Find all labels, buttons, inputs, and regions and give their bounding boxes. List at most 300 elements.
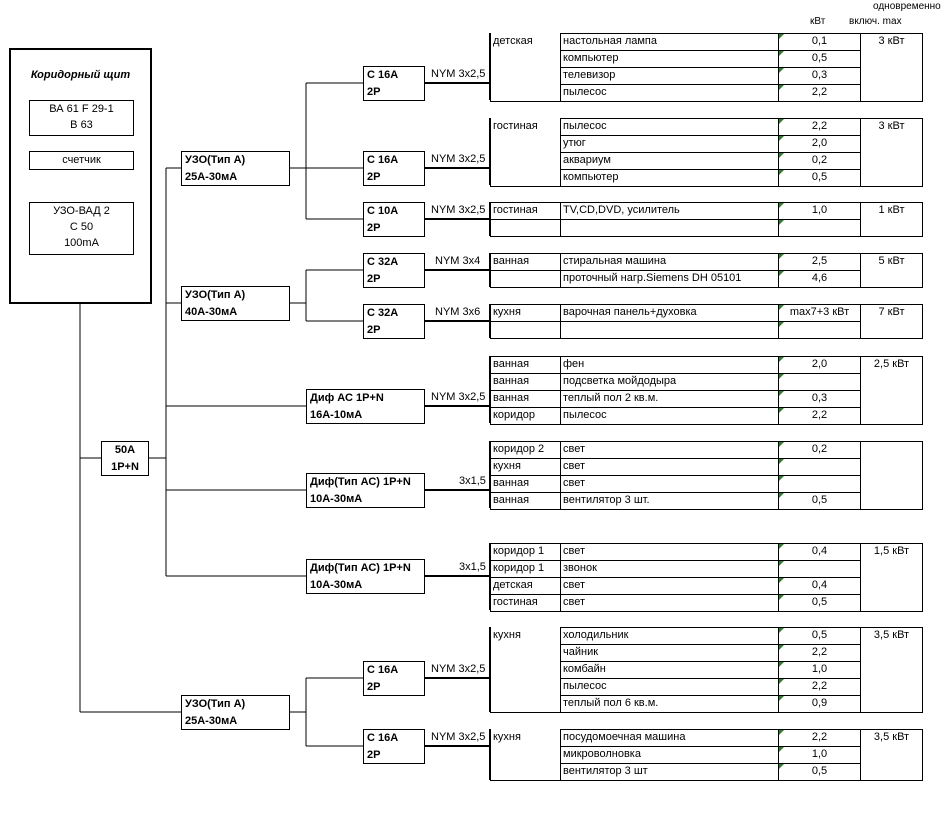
power-value: 2,2: [811, 409, 828, 421]
load-row: [491, 119, 923, 136]
device-cell: компьютер: [561, 51, 779, 68]
room-cell: ванная: [491, 374, 561, 391]
breaker-5: [363, 304, 425, 339]
cell-comment-marker: [779, 408, 784, 413]
max-load-cell: 3 кВт: [861, 119, 923, 136]
room-cell: детская: [491, 34, 561, 51]
load-row: [491, 493, 923, 510]
room-cell: [491, 153, 561, 170]
room-cell: ванная: [491, 254, 561, 271]
rcd-3-rating: 16А-10мА: [310, 409, 363, 421]
device-cell: посудомоечная машина: [561, 730, 779, 747]
cell-comment-marker: [779, 544, 784, 549]
rcd-1-type: УЗО(Тип А): [185, 154, 246, 166]
device-cell: TV,CD,DVD, усилитель: [561, 203, 779, 220]
cell-comment-marker: [779, 119, 784, 124]
max-load-cell: 1,5 кВт: [861, 544, 923, 561]
device-cell: пылесос: [561, 119, 779, 136]
load-row: [491, 357, 923, 374]
cell-comment-marker: [779, 628, 784, 633]
device-cell: звонок: [561, 561, 779, 578]
power-value: 1,0: [811, 663, 828, 675]
power-value: 0,5: [811, 171, 828, 183]
rcd-6-rating: 25А-30мА: [185, 715, 238, 727]
cell-comment-marker: [779, 271, 784, 276]
cell-comment-marker: [779, 679, 784, 684]
power-value: 0,5: [811, 629, 828, 641]
room-cell: детская: [491, 578, 561, 595]
load-row: [491, 561, 923, 578]
power-cell: [779, 730, 861, 747]
room-cell: гостиная: [491, 203, 561, 220]
max-load-cell: [861, 220, 923, 237]
power-cell: [779, 442, 861, 459]
power-cell: [779, 119, 861, 136]
breaker-7-rating: С 16А: [367, 732, 399, 744]
cable-label-4: NYM 3x4: [435, 255, 481, 267]
breaker-4-rating: С 32А: [367, 256, 399, 268]
header-kw: кВт: [810, 16, 826, 27]
room-cell: кухня: [491, 730, 561, 747]
cell-comment-marker: [779, 662, 784, 667]
electricity-meter-label: счетчик: [62, 154, 101, 166]
cell-comment-marker: [779, 595, 784, 600]
main-breaker: [29, 100, 134, 136]
room-cell: ванная: [491, 391, 561, 408]
max-load-cell: 2,5 кВт: [861, 357, 923, 374]
load-row: [491, 271, 923, 288]
rcd-4-rating: 10А-30мА: [310, 493, 363, 505]
power-cell: [779, 305, 861, 322]
power-value: max7+3 кВт: [789, 306, 850, 318]
device-cell: телевизор: [561, 68, 779, 85]
power-cell: [779, 322, 861, 339]
max-load-cell: [861, 271, 923, 288]
room-cell: гостиная: [491, 119, 561, 136]
load-row: [491, 220, 923, 237]
power-value: 2,0: [811, 358, 828, 370]
power-cell: [779, 357, 861, 374]
device-cell: холодильник: [561, 628, 779, 645]
load-group-10: [490, 729, 923, 781]
load-group-6: [490, 356, 923, 425]
cell-comment-marker: [779, 561, 784, 566]
room-cell: коридор: [491, 408, 561, 425]
max-load-cell: [861, 645, 923, 662]
breaker-7: [363, 729, 425, 764]
cell-comment-marker: [779, 645, 784, 650]
room-cell: гостиная: [491, 595, 561, 612]
rcd-1-rating: 25А-30мА: [185, 171, 238, 183]
power-cell: [779, 595, 861, 612]
power-value: 0,4: [811, 545, 828, 557]
rcd-4-type: Диф(Тип АС) 1P+N: [310, 476, 411, 488]
max-load-cell: [861, 662, 923, 679]
power-cell: [779, 561, 861, 578]
max-load-cell: [861, 391, 923, 408]
breaker-4: [363, 253, 425, 288]
room-cell: [491, 747, 561, 764]
cell-comment-marker: [779, 747, 784, 752]
rcd-5-rating: 10А-30мА: [310, 579, 363, 591]
room-cell: [491, 220, 561, 237]
power-cell: [779, 645, 861, 662]
corridor-panel: [9, 48, 152, 304]
room-cell: [491, 271, 561, 288]
device-cell: компьютер: [561, 170, 779, 187]
panel-rcd-line2: С 50: [69, 221, 94, 233]
power-cell: [779, 68, 861, 85]
max-load-cell: [861, 764, 923, 781]
load-row: [491, 34, 923, 51]
load-row: [491, 374, 923, 391]
max-load-cell: [861, 459, 923, 476]
rcd-5-type: Диф(Тип АС) 1P+N: [310, 562, 411, 574]
breaker-3-poles: 2Р: [367, 222, 381, 234]
cell-comment-marker: [779, 68, 784, 73]
load-group-9: [490, 627, 923, 713]
max-load-cell: [861, 85, 923, 102]
max-load-cell: [861, 493, 923, 510]
rcd-4: [306, 473, 425, 508]
panel-rcd-line3: 100mA: [64, 237, 99, 249]
power-value: 0,5: [811, 596, 828, 608]
power-cell: [779, 408, 861, 425]
max-load-cell: [861, 595, 923, 612]
cell-comment-marker: [779, 578, 784, 583]
load-row: [491, 322, 923, 339]
cell-comment-marker: [779, 357, 784, 362]
load-group-2: [490, 118, 923, 187]
power-value: 2,2: [811, 86, 828, 98]
rcd-6-type: УЗО(Тип А): [185, 698, 246, 710]
device-cell: комбайн: [561, 662, 779, 679]
load-group-7: [490, 441, 923, 510]
power-value: 0,4: [811, 579, 828, 591]
device-cell: пылесос: [561, 408, 779, 425]
load-row: [491, 628, 923, 645]
device-cell: свет: [561, 578, 779, 595]
cell-comment-marker: [779, 476, 784, 481]
cell-comment-marker: [779, 493, 784, 498]
power-value: 2,2: [811, 646, 828, 658]
room-cell: [491, 662, 561, 679]
cell-comment-marker: [779, 730, 784, 735]
max-load-cell: [861, 374, 923, 391]
load-row: [491, 544, 923, 561]
power-cell: [779, 220, 861, 237]
power-cell: [779, 374, 861, 391]
power-cell: [779, 85, 861, 102]
load-row: [491, 170, 923, 187]
cell-comment-marker: [779, 391, 784, 396]
device-cell: теплый пол 6 кв.м.: [561, 696, 779, 713]
cable-label-1: NYM 3x2,5: [431, 68, 486, 80]
device-cell: свет: [561, 544, 779, 561]
load-row: [491, 696, 923, 713]
power-value: 1,0: [811, 748, 828, 760]
load-row: [491, 305, 923, 322]
cable-label-2: NYM 3x2,5: [431, 153, 486, 165]
room-cell: коридор 1: [491, 561, 561, 578]
breaker-1-rating: С 16А: [367, 69, 399, 81]
breaker-2-poles: 2Р: [367, 171, 381, 183]
cell-comment-marker: [779, 442, 784, 447]
room-cell: [491, 51, 561, 68]
load-row: [491, 391, 923, 408]
cable-label-7: 3x1,5: [459, 475, 486, 487]
load-row: [491, 747, 923, 764]
max-load-cell: 3,5 кВт: [861, 628, 923, 645]
room-cell: [491, 696, 561, 713]
device-cell: настольная лампа: [561, 34, 779, 51]
power-value: 0,5: [811, 494, 828, 506]
device-cell: [561, 322, 779, 339]
power-cell: [779, 34, 861, 51]
rcd-5: [306, 559, 425, 594]
power-value: 0,2: [811, 443, 828, 455]
cable-label-5: NYM 3x6: [435, 306, 481, 318]
max-load-cell: [861, 696, 923, 713]
device-cell: варочная панель+духовка: [561, 305, 779, 322]
max-load-cell: [861, 408, 923, 425]
room-cell: ванная: [491, 493, 561, 510]
power-value: 2,2: [811, 680, 828, 692]
room-cell: кухня: [491, 628, 561, 645]
max-load-cell: 7 кВт: [861, 305, 923, 322]
breaker-1-poles: 2Р: [367, 86, 381, 98]
breaker-3-rating: С 10А: [367, 205, 399, 217]
cable-label-10: NYM 3x2,5: [431, 731, 486, 743]
cell-comment-marker: [779, 136, 784, 141]
breaker-6: [363, 661, 425, 696]
device-cell: [561, 220, 779, 237]
main-breaker-line1: ВА 61 F 29-1: [49, 103, 114, 115]
breaker-3: [363, 202, 425, 237]
header-simultaneous-2: включ. max: [849, 16, 902, 27]
device-cell: вентилятор 3 шт.: [561, 493, 779, 510]
power-value: 0,5: [811, 765, 828, 777]
breaker-5-poles: 2Р: [367, 324, 381, 336]
device-cell: проточный нагр.Siemens DH 05101: [561, 271, 779, 288]
power-value: 2,2: [811, 731, 828, 743]
device-cell: чайник: [561, 645, 779, 662]
device-cell: свет: [561, 476, 779, 493]
load-row: [491, 645, 923, 662]
device-cell: утюг: [561, 136, 779, 153]
room-cell: [491, 764, 561, 781]
device-cell: свет: [561, 442, 779, 459]
load-row: [491, 51, 923, 68]
power-cell: [779, 254, 861, 271]
max-load-cell: [861, 51, 923, 68]
load-row: [491, 254, 923, 271]
power-cell: [779, 747, 861, 764]
load-row: [491, 662, 923, 679]
cell-comment-marker: [779, 696, 784, 701]
main-breaker-line2: В 63: [70, 119, 93, 131]
rcd-2: [181, 286, 290, 321]
cell-comment-marker: [779, 459, 784, 464]
load-row: [491, 408, 923, 425]
max-load-cell: 5 кВт: [861, 254, 923, 271]
power-cell: [779, 493, 861, 510]
power-value: 0,3: [811, 392, 828, 404]
max-load-cell: 3,5 кВт: [861, 730, 923, 747]
cell-comment-marker: [779, 153, 784, 158]
main-switch-line1: 50A: [114, 444, 136, 456]
load-row: [491, 679, 923, 696]
load-row: [491, 153, 923, 170]
breaker-1: [363, 66, 425, 101]
cell-comment-marker: [779, 203, 784, 208]
power-cell: [779, 544, 861, 561]
rcd-2-rating: 40А-30мА: [185, 306, 238, 318]
room-cell: [491, 322, 561, 339]
power-cell: [779, 153, 861, 170]
power-cell: [779, 628, 861, 645]
power-cell: [779, 391, 861, 408]
power-cell: [779, 51, 861, 68]
panel-rcd: [29, 202, 134, 255]
cable-label-6: NYM 3x2,5: [431, 391, 486, 403]
cell-comment-marker: [779, 85, 784, 90]
room-cell: [491, 679, 561, 696]
room-cell: кухня: [491, 305, 561, 322]
load-row: [491, 459, 923, 476]
power-cell: [779, 764, 861, 781]
device-cell: подсветка мойдодыра: [561, 374, 779, 391]
power-value: 0,2: [811, 154, 828, 166]
breaker-6-poles: 2Р: [367, 681, 381, 693]
power-cell: [779, 459, 861, 476]
power-value: 4,6: [811, 272, 828, 284]
cell-comment-marker: [779, 322, 784, 327]
device-cell: пылесос: [561, 679, 779, 696]
max-load-cell: [861, 679, 923, 696]
rcd-1: [181, 151, 290, 186]
cell-comment-marker: [779, 764, 784, 769]
power-value: 0,9: [811, 697, 828, 709]
max-load-cell: [861, 747, 923, 764]
cell-comment-marker: [779, 254, 784, 259]
power-cell: [779, 136, 861, 153]
device-cell: свет: [561, 595, 779, 612]
header-simultaneous-1: одновременно: [873, 1, 941, 12]
cell-comment-marker: [779, 305, 784, 310]
load-row: [491, 68, 923, 85]
max-load-cell: [861, 170, 923, 187]
load-row: [491, 578, 923, 595]
breaker-2: [363, 151, 425, 186]
max-load-cell: [861, 322, 923, 339]
device-cell: микроволновка: [561, 747, 779, 764]
room-cell: [491, 85, 561, 102]
load-row: [491, 442, 923, 459]
power-value: 2,0: [811, 137, 828, 149]
breaker-2-rating: С 16А: [367, 154, 399, 166]
room-cell: коридор 2: [491, 442, 561, 459]
room-cell: [491, 170, 561, 187]
breaker-5-rating: С 32А: [367, 307, 399, 319]
electricity-meter: [29, 151, 134, 170]
max-load-cell: [861, 476, 923, 493]
panel-rcd-line1: УЗО-ВАД 2: [53, 205, 110, 217]
breaker-7-poles: 2Р: [367, 749, 381, 761]
device-cell: аквариум: [561, 153, 779, 170]
load-group-3: [490, 202, 923, 237]
power-cell: [779, 170, 861, 187]
load-group-8: [490, 543, 923, 612]
cable-label-8: 3x1,5: [459, 561, 486, 573]
main-switch-line2: 1P+N: [111, 461, 139, 473]
max-load-cell: [861, 578, 923, 595]
cell-comment-marker: [779, 170, 784, 175]
corridor-panel-title: Коридорный щит: [30, 69, 131, 81]
cell-comment-marker: [779, 220, 784, 225]
cell-comment-marker: [779, 374, 784, 379]
power-cell: [779, 476, 861, 493]
room-cell: [491, 645, 561, 662]
load-row: [491, 136, 923, 153]
cable-label-9: NYM 3x2,5: [431, 663, 486, 675]
max-load-cell: [861, 136, 923, 153]
power-cell: [779, 578, 861, 595]
power-cell: [779, 662, 861, 679]
room-cell: коридор 1: [491, 544, 561, 561]
power-value: 2,5: [811, 255, 828, 267]
device-cell: вентилятор 3 шт: [561, 764, 779, 781]
power-cell: [779, 679, 861, 696]
breaker-6-rating: С 16А: [367, 664, 399, 676]
max-load-cell: [861, 153, 923, 170]
load-group-5: [490, 304, 923, 339]
load-group-1: [490, 33, 923, 102]
cell-comment-marker: [779, 34, 784, 39]
power-cell: [779, 271, 861, 288]
power-value: 0,3: [811, 69, 828, 81]
load-row: [491, 476, 923, 493]
rcd-2-type: УЗО(Тип А): [185, 289, 246, 301]
device-cell: теплый пол 2 кв.м.: [561, 391, 779, 408]
max-load-cell: 3 кВт: [861, 34, 923, 51]
max-load-cell: [861, 68, 923, 85]
device-cell: пылесос: [561, 85, 779, 102]
max-load-cell: 1 кВт: [861, 203, 923, 220]
rcd-6: [181, 695, 290, 730]
load-row: [491, 595, 923, 612]
room-cell: ванная: [491, 357, 561, 374]
max-load-cell: [861, 561, 923, 578]
load-row: [491, 85, 923, 102]
rcd-3: [306, 389, 425, 424]
room-cell: [491, 136, 561, 153]
device-cell: фен: [561, 357, 779, 374]
max-load-cell: [861, 442, 923, 459]
rcd-3-type: Диф АС 1P+N: [310, 392, 384, 404]
cell-comment-marker: [779, 51, 784, 56]
device-cell: стиральная машина: [561, 254, 779, 271]
power-value: 0,5: [811, 52, 828, 64]
power-value: 2,2: [811, 120, 828, 132]
load-row: [491, 203, 923, 220]
room-cell: [491, 68, 561, 85]
breaker-4-poles: 2Р: [367, 273, 381, 285]
load-row: [491, 730, 923, 747]
load-row: [491, 764, 923, 781]
room-cell: ванная: [491, 476, 561, 493]
main-switch: [101, 441, 149, 476]
